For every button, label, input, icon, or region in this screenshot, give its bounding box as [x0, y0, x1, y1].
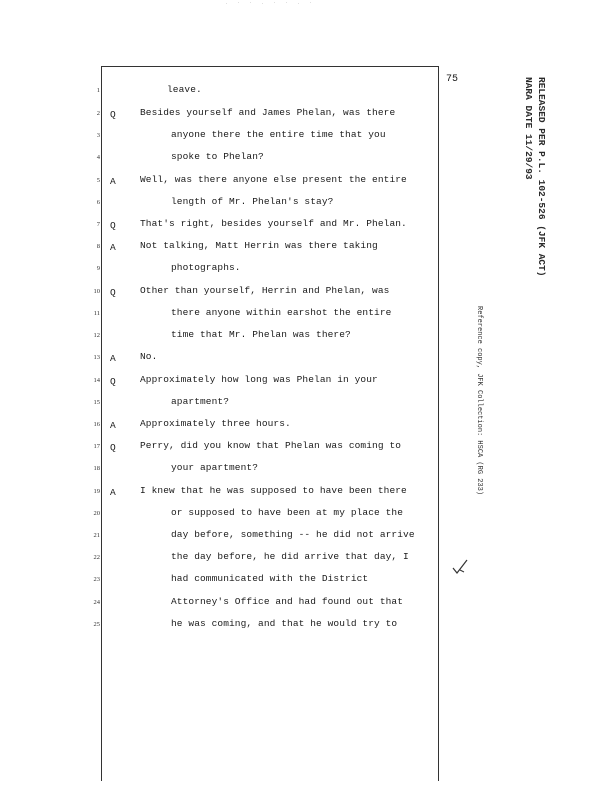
speaker-label: A — [110, 176, 116, 187]
transcript-line: photographs. — [171, 262, 241, 273]
line-number: 10 — [93, 288, 100, 295]
line-number: 4 — [96, 154, 100, 161]
transcript-line: the day before, he did arrive that day, I — [171, 551, 409, 562]
transcript-line: time that Mr. Phelan was there? — [171, 329, 351, 340]
line-number: 6 — [96, 199, 100, 206]
transcript-line: Attorney's Office and had found out that — [171, 596, 404, 607]
transcript-line: I knew that he was supposed to have been there — [140, 485, 407, 496]
transcript-line: Perry, did you know that Phelan was coming to — [140, 440, 402, 451]
line-number: 24 — [93, 599, 100, 606]
line-number: 23 — [93, 576, 100, 583]
line-number: 5 — [96, 177, 100, 184]
line-number: 7 — [96, 221, 100, 228]
transcript-line: day before, something -- he did not arrive — [171, 529, 415, 540]
handwritten-check-icon — [451, 558, 469, 576]
line-number: 12 — [93, 332, 100, 339]
line-number: 15 — [93, 399, 100, 406]
page-number: 75 — [446, 74, 459, 85]
top-smudge: . · · . · · . · — [225, 0, 316, 6]
line-number: 16 — [93, 421, 100, 428]
transcript-line: Well, was there anyone else present the entire — [140, 174, 407, 185]
transcript-line: leave. — [167, 84, 202, 95]
transcript-line: your apartment? — [171, 462, 259, 473]
transcript-line: Other than yourself, Herrin and Phelan, was — [140, 285, 390, 296]
transcript-line: or supposed to have been at my place the — [171, 507, 404, 518]
line-number: 18 — [93, 465, 100, 472]
line-number: 25 — [93, 621, 100, 628]
transcript-line: length of Mr. Phelan's stay? — [171, 196, 334, 207]
line-number: 17 — [93, 443, 100, 450]
line-number: 20 — [93, 510, 100, 517]
stamp-line-2: NARA DATE 11/29/93 — [523, 77, 534, 180]
transcript-line: No. — [140, 351, 158, 362]
speaker-label: Q — [110, 287, 116, 298]
transcript-line: Besides yourself and James Phelan, was there — [140, 107, 396, 118]
transcript-line: Not talking, Matt Herrin was there taking — [140, 240, 378, 251]
transcript-line: Approximately three hours. — [140, 418, 291, 429]
stamp-line-1: RELEASED PER P.L. 102-526 (JFK ACT) — [536, 77, 547, 277]
line-number: 3 — [96, 132, 100, 139]
reference-note-wrap — [474, 306, 484, 606]
transcript-line: apartment? — [171, 396, 230, 407]
line-number: 14 — [93, 377, 100, 384]
speaker-label: A — [110, 487, 116, 498]
line-number: 9 — [96, 265, 100, 272]
line-number: 13 — [93, 354, 100, 361]
speaker-label: A — [110, 420, 116, 431]
transcript-line: had communicated with the District — [171, 573, 369, 584]
transcript-line: he was coming, and that he would try to — [171, 618, 398, 629]
transcript-line: there anyone within earshot the entire — [171, 307, 392, 318]
line-number: 21 — [93, 532, 100, 539]
transcript-line: anyone there the entire time that you — [171, 129, 386, 140]
speaker-label: Q — [110, 376, 116, 387]
speaker-label: Q — [110, 442, 116, 453]
speaker-label: A — [110, 242, 116, 253]
speaker-label: Q — [110, 220, 116, 231]
line-number: 19 — [93, 488, 100, 495]
transcript-line: Approximately how long was Phelan in your — [140, 374, 378, 385]
line-number: 1 — [96, 87, 100, 94]
line-number: 2 — [96, 110, 100, 117]
speaker-label: A — [110, 353, 116, 364]
transcript-line: That's right, besides yourself and Mr. Phelan. — [140, 218, 407, 229]
line-number: 8 — [96, 243, 100, 250]
line-number: 22 — [93, 554, 100, 561]
speaker-label: Q — [110, 109, 116, 120]
release-stamp — [470, 77, 548, 277]
reference-note: Reference copy, JFK Collection: HSCA (RG 233) — [475, 306, 483, 496]
line-number: 11 — [93, 310, 100, 317]
transcript-line: spoke to Phelan? — [171, 151, 264, 162]
